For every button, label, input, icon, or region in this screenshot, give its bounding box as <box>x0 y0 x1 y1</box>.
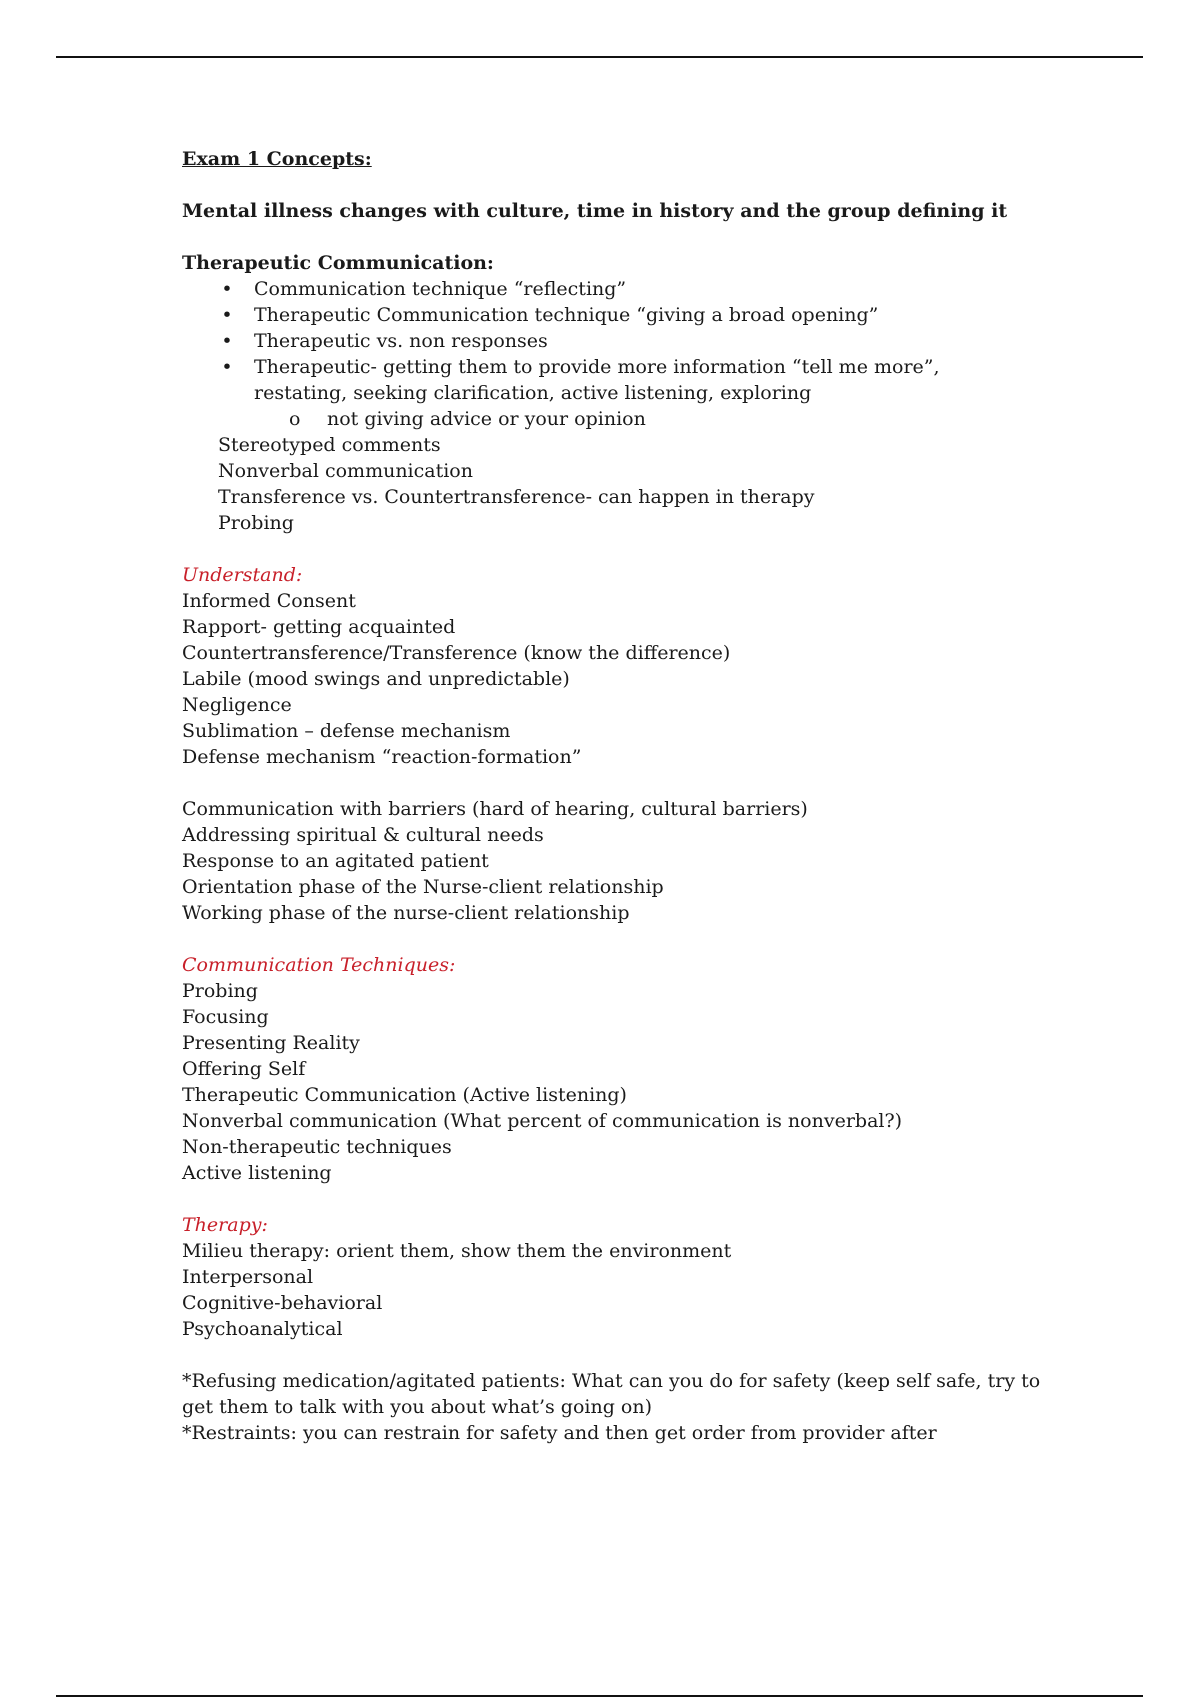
list-item: Milieu therapy: orient them, show them the environment <box>182 1240 732 1262</box>
list-item: Rapport- getting acquainted <box>182 616 456 638</box>
list-item: Non-therapeutic techniques <box>182 1136 452 1158</box>
notes <box>182 1368 1062 1446</box>
understand-heading: Understand: <box>182 564 303 586</box>
list-item: • Communication technique “reflecting” <box>182 276 1082 302</box>
list-item: Psychoanalytical <box>182 1318 343 1340</box>
list-item: Stereotyped comments <box>218 434 441 456</box>
therapeutic-heading: Therapeutic Communication: <box>182 252 494 274</box>
list-item: Nonverbal communication <box>218 460 473 482</box>
list-item: Addressing spiritual & cultural needs <box>182 824 544 846</box>
therapy-heading: Therapy: <box>182 1214 268 1236</box>
list-item: Transference vs. Countertransference- can happen in therapy <box>218 486 815 508</box>
list-item: • Therapeutic- getting them to provide more information “tell me more”, restating, seeking clarification, active listening, exploring <box>182 354 1014 406</box>
list-item: Orientation phase of the Nurse-client relationship <box>182 876 664 898</box>
sub-list-item: o not giving advice or your opinion <box>289 408 646 430</box>
list-item: Labile (mood swings and unpredictable) <box>182 668 570 690</box>
list-item: Active listening <box>182 1162 332 1184</box>
list-item: Cognitive-behavioral <box>182 1292 383 1314</box>
list-item: Interpersonal <box>182 1266 314 1288</box>
list-item: Negligence <box>182 694 292 716</box>
list-item: Defense mechanism “reaction-formation” <box>182 746 582 768</box>
document-body <box>182 146 1082 1446</box>
page-bottom-rule <box>56 1695 1143 1697</box>
list-item: Sublimation – defense mechanism <box>182 720 511 742</box>
list-item: Offering Self <box>182 1058 306 1080</box>
list-item: Working phase of the nurse-client relationship <box>182 902 630 924</box>
page-top-rule <box>56 56 1143 58</box>
techniques-heading: Communication Techniques: <box>182 954 456 976</box>
understand-list <box>182 588 1082 770</box>
note-restraints: *Restraints: you can restrain for safety and then get order from provider after <box>182 1422 937 1444</box>
list-item: Probing <box>218 512 294 534</box>
list-item: • Therapeutic vs. non responses <box>182 328 1082 354</box>
therapy-list <box>182 1238 1082 1342</box>
list-item: Countertransference/Transference (know the difference) <box>182 642 731 664</box>
understand-list-2 <box>182 796 1082 926</box>
techniques-list <box>182 978 1082 1186</box>
list-item: Presenting Reality <box>182 1032 360 1054</box>
list-item: Informed Consent <box>182 590 356 612</box>
therapeutic-indented-list <box>182 432 1082 536</box>
list-item: Probing <box>182 980 258 1002</box>
bullet-icon: • <box>221 330 233 352</box>
list-item: Nonverbal communication (What percent of communication is nonverbal?) <box>182 1110 903 1132</box>
therapeutic-bullet-list <box>182 276 1082 406</box>
circle-bullet-icon: o <box>289 408 301 430</box>
bullet-icon: • <box>221 304 233 326</box>
list-item: • Therapeutic Communication technique “giving a broad opening” <box>182 302 1082 328</box>
list-item: Response to an agitated patient <box>182 850 489 872</box>
bullet-icon: • <box>221 278 233 300</box>
list-item: Communication with barriers (hard of hearing, cultural barriers) <box>182 798 808 820</box>
page-title: Exam 1 Concepts: <box>182 148 372 170</box>
note-refusing-medication: *Refusing medication/agitated patients: What can you do for safety (keep self safe, try to get them to talk with you about what’s going on) <box>182 1370 1041 1418</box>
list-item: Focusing <box>182 1006 269 1028</box>
intro-statement: Mental illness changes with culture, time in history and the group defining it <box>182 200 1008 222</box>
list-item: Therapeutic Communication (Active listening) <box>182 1084 627 1106</box>
bullet-icon: • <box>221 356 233 378</box>
